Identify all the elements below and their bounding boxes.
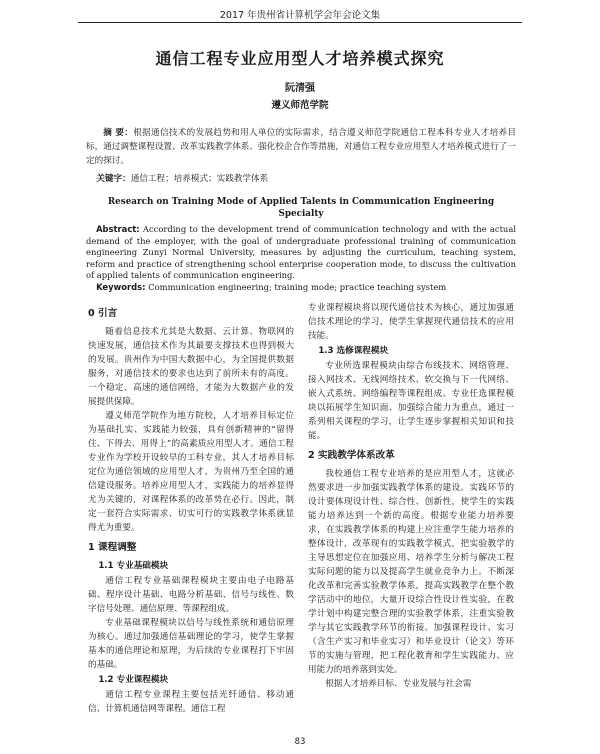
author-affiliation: 遵义师范学院 <box>271 100 329 111</box>
subsection-1-2-heading: 1.2 专业课程模块 <box>98 675 169 685</box>
subsection-1-1-paragraph-1: 通信工程专业基础课程模块主要由电子电路基础、程序设计基础、电路分析基础、信号与线性、数字信号处理、通信原理、等课程组成。 <box>88 576 294 614</box>
section-1-heading: 1 课程调整 <box>88 542 137 553</box>
section-2-paragraph-1: 我校通信工程专业培养的是应用型人才，这就必然要求进一步加强实践教学体系的建设。实践环节的设计要体现设计性、综合性、创新性，使学生的实践能力培养达到一个新的高度。根据专业能力培养要求，在实践教学体系的构建上应注重学生能力培养的整体设计，改革现有的实践教学模式，把实验教学的主导思想定位在加强应用、培养学生分析与解决工程实际问题的能力以及提高学生就业竞争力上。不断深化改革和完善实验教学体系，提高实践教学在整个教学活动中的地位，大量开设综合性设计性实验，在教学计划中构建完整合理的实验教学体系，注重实验教学与其它实践教学环节的衔接。加强课程设计、实习（含生产实习和毕业实习）和毕业设计（论文）等环节的实施与管理，把工程化教育和学生实践能力、应用能力的培养落到实处。 <box>308 469 514 675</box>
running-head: 2017 年贵州省计算机学会年会论文集 <box>219 10 381 21</box>
author-name: 阮清强 <box>285 83 315 94</box>
keywords-cn <box>86 172 526 186</box>
abstract-cn-label: 摘 要： <box>103 128 134 138</box>
subsection-1-1-heading: 1.1 专业基础模块 <box>98 561 169 571</box>
paper-title-en: Research on Training Mode of Applied Talents in Communication Engineering Specialty <box>107 197 495 219</box>
abstract-en-label: Abstract: <box>96 224 140 234</box>
right-column <box>308 301 514 691</box>
subsection-1-1-paragraph-2: 专业基础课程模块以信号与线性系统和通信原理为核心。通过加强通信基础理论的学习，使学生掌握基本的通信理论和原理，为后续的专业课程打下牢固的基础。 <box>88 618 294 670</box>
paper-title-cn: 通信工程专业应用型人才培养模式探究 <box>155 49 445 68</box>
keywords-en <box>86 282 526 294</box>
header-rule <box>78 22 522 23</box>
section-2-paragraph-2: 根据人才培养目标、专业发展与社会需 <box>325 679 472 689</box>
keywords-en-label: Keywords: <box>96 282 146 292</box>
subsection-1-3-paragraph-1: 专业所选课程模块由综合布线技术、网络管理、接入网技术、无线网络技术、软交换与下一代网络、嵌入式系统、网络编程等课程组成。专业任选课程模块以拓展学生知识面、加强综合能力为重点，通过一系列相关课程的学习，让学生逐步掌握相关知识和技能。 <box>308 361 514 441</box>
subsection-1-3-heading: 1.3 选修课程模块 <box>318 346 389 356</box>
abstract-cn <box>86 126 516 168</box>
keywords-en-text: Communication engineering; training mode; practice teaching system <box>148 282 447 292</box>
keywords-cn-text: 通信工程；培养模式；实践教学体系 <box>130 174 269 184</box>
section-0-heading: 0 引言 <box>88 308 118 319</box>
section-2-heading: 2 实践教学体系改革 <box>308 450 395 461</box>
section-0-paragraph-2: 遵义师范学院作为地方院校，人才培养目标定位为基础扎实、实践能力较强，具有创新精神的“留得住、下得去、用得上”的高素质应用型人才。通信工程专业作为学校开设较早的工科专业，其人才培养目标定位为通信领域的应用型人才，为贵州乃至全国的通信建设服务。培养应用型人才，实践能力的培养显得尤为关键的，对课程体系的改革势在必行。因此，制定一套符合实际需求、切实可行的实践教学体系就显得尤为重要。 <box>88 411 294 533</box>
left-column <box>88 301 294 716</box>
abstract-en-text: According to the development trend of communication technology and with the actual demand of the employer, with the goal of undergraduate professional training of communication engineering Zunyi Normal University, measures by adjusting the curriculum, teaching system, reform and practice of strengthening school enterprise cooperation mode, to discuss the cultivation of applied talents of communication engineering. <box>86 224 516 281</box>
subsection-1-2-paragraph-1: 通信工程专业课程主要包括光纤通信、移动通信、计算机通信网等课程。通信工程 <box>88 690 294 714</box>
keywords-cn-label: 关键字： <box>96 174 131 184</box>
page-number: 83 <box>294 737 306 747</box>
abstract-cn-text: 根据通信技术的发展趋势和用人单位的实际需求，结合遵义师范学院通信工程本科专业人才培养目标，通过调整课程设置、改革实践教学体系、强化校企合作等措施，对通信工程专业应用型人才培养模式进行了一定的探讨。 <box>86 128 516 166</box>
subsection-1-2-continuation: 专业课程模块将以现代通信技术为核心，通过加强通信技术理论的学习，使学生掌握现代通信技术的应用技能。 <box>308 303 514 341</box>
abstract-en <box>86 224 516 282</box>
section-0-paragraph-1: 随着信息技术尤其是大数据、云计算、物联网的快速发展，通信技术作为其最要支撑技术也得到极大的发展。贵州作为中国大数据中心，为全国提供数据服务，对通信技术的要求也达到了前所未有的高度。一个稳定、高速的通信网络，才能为大数据产业的发展提供保障。 <box>88 327 294 407</box>
